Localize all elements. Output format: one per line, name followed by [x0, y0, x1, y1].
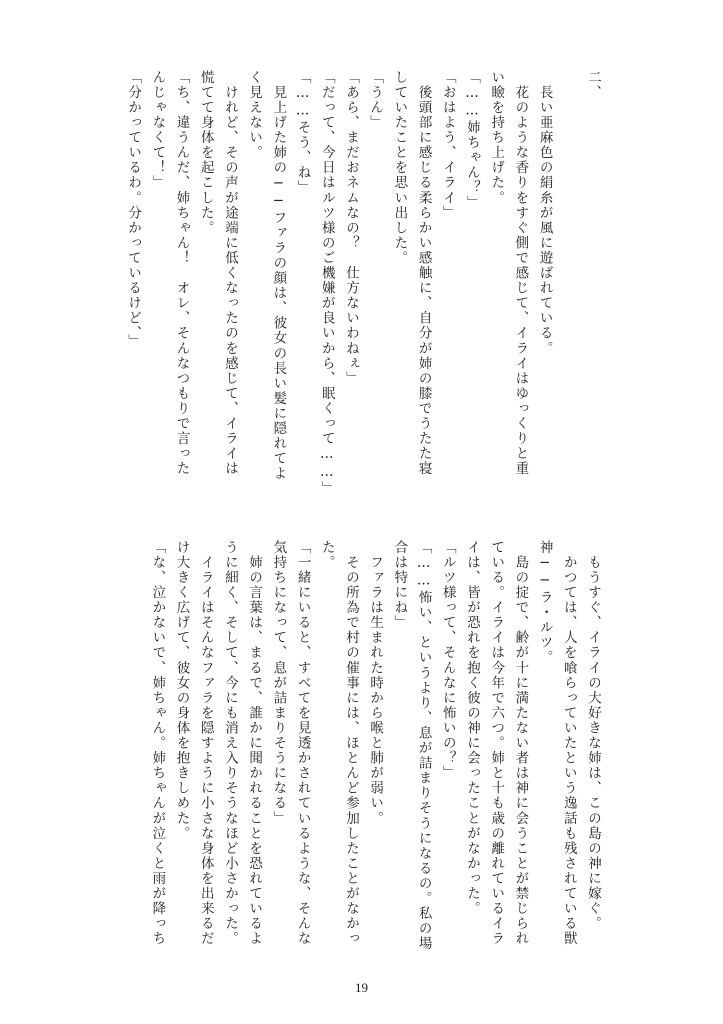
text-line: もうすぐ、イライの大好きな姉は、この島の神に嫁ぐ。	[585, 540, 601, 932]
text-line: 島の掟で、齢が十に満たない者は神に会うことが禁じられ	[512, 540, 529, 947]
text-block-lower	[145, 540, 605, 970]
text-line: 見上げた姉の──ファラの顔は、彼女の長い髪に隠れてよ	[270, 70, 287, 482]
text-line: 「……怖い、というより、息が詰まりそうになるの。私の場	[415, 540, 432, 952]
text-line: 気持ちになって、息が詰まりそうになる」	[270, 540, 287, 826]
page-number: 19	[355, 980, 368, 995]
text-line: 「な、泣かないで、姉ちゃん。姉ちゃんが泣くと雨が降っち	[149, 540, 166, 947]
text-line: 神──ラ・ルツ。	[536, 540, 553, 666]
text-line: 「分かっているわ。分かっているけど、」	[125, 70, 142, 350]
text-line: イライはそんなファラを隠すように小さな身体を出来るだ	[197, 540, 214, 947]
text-block-upper	[121, 70, 605, 510]
text-line: 「……そう、ね」	[294, 70, 311, 196]
text-line: 花のような香りをすぐ側で感じて、イライはゆっくりと重	[512, 70, 529, 477]
text-line: い瞼を持ち上げた。	[488, 70, 505, 206]
text-line: 「……姉ちゃん？」	[463, 70, 480, 211]
text-line: 「ルツ様って、そんなに怖いの？」	[439, 540, 456, 781]
blank-line	[557, 70, 581, 510]
text-line: 「おはよう、イライ」	[439, 70, 456, 221]
text-line: ファラは生まれた時から喉と肺が弱い。	[367, 540, 384, 826]
text-line: 長い亜麻色の絹糸が風に遊ばれている。	[536, 70, 553, 356]
text-line: していたことを思い出した。	[391, 70, 408, 266]
text-line: かつては、人を喰らっていたという逸話も残されている獣	[560, 540, 577, 947]
text-line: その所為で村の催事には、ほとんど参加したことがなかっ	[342, 540, 359, 947]
text-line: 姉の言葉は、まるで、誰かに聞かれることを恐れているよ	[246, 540, 263, 947]
text-line: 「ち、違うんだ、姉ちゃん！ オレ、そんなつもりで言った	[173, 70, 190, 477]
text-line: た。	[318, 540, 335, 571]
chapter-heading: 二、	[585, 70, 601, 101]
text-line: 後頭部に感じる柔らかい感触に、自分が姉の膝でうたた寝	[415, 70, 432, 477]
text-line: うに細く、そして、今にも消え入りそうなほど小さかった。	[221, 540, 238, 947]
text-line: 慌てて身体を起こした。	[197, 70, 214, 236]
text-line: けれど、その声が途端に低くなったのを感じて、イライは	[221, 70, 238, 477]
text-line: 「だって、今日はルツ様のご機嫌が良いから、眠くって……」	[318, 70, 335, 497]
text-line: け大きく広げて、彼女の身体を抱きしめた。	[173, 540, 190, 841]
text-line: んじゃなくて！」	[149, 70, 166, 191]
text-line: 「うん」	[367, 70, 384, 131]
text-line: イは、皆が恐れを抱く彼の神に会ったことがなかった。	[463, 540, 480, 917]
text-line: く見えない。	[246, 70, 263, 161]
text-line: 合は特にね」	[391, 540, 408, 631]
text-line: 「一緒にいると、すべてを見透かされているような、そんな	[294, 540, 311, 947]
text-line: ている。イライは今年で六つ。姉と十も歳の離れているイラ	[488, 540, 505, 947]
text-line: 「あら、まだおネムなの？ 仕方ないわねぇ」	[342, 70, 359, 387]
